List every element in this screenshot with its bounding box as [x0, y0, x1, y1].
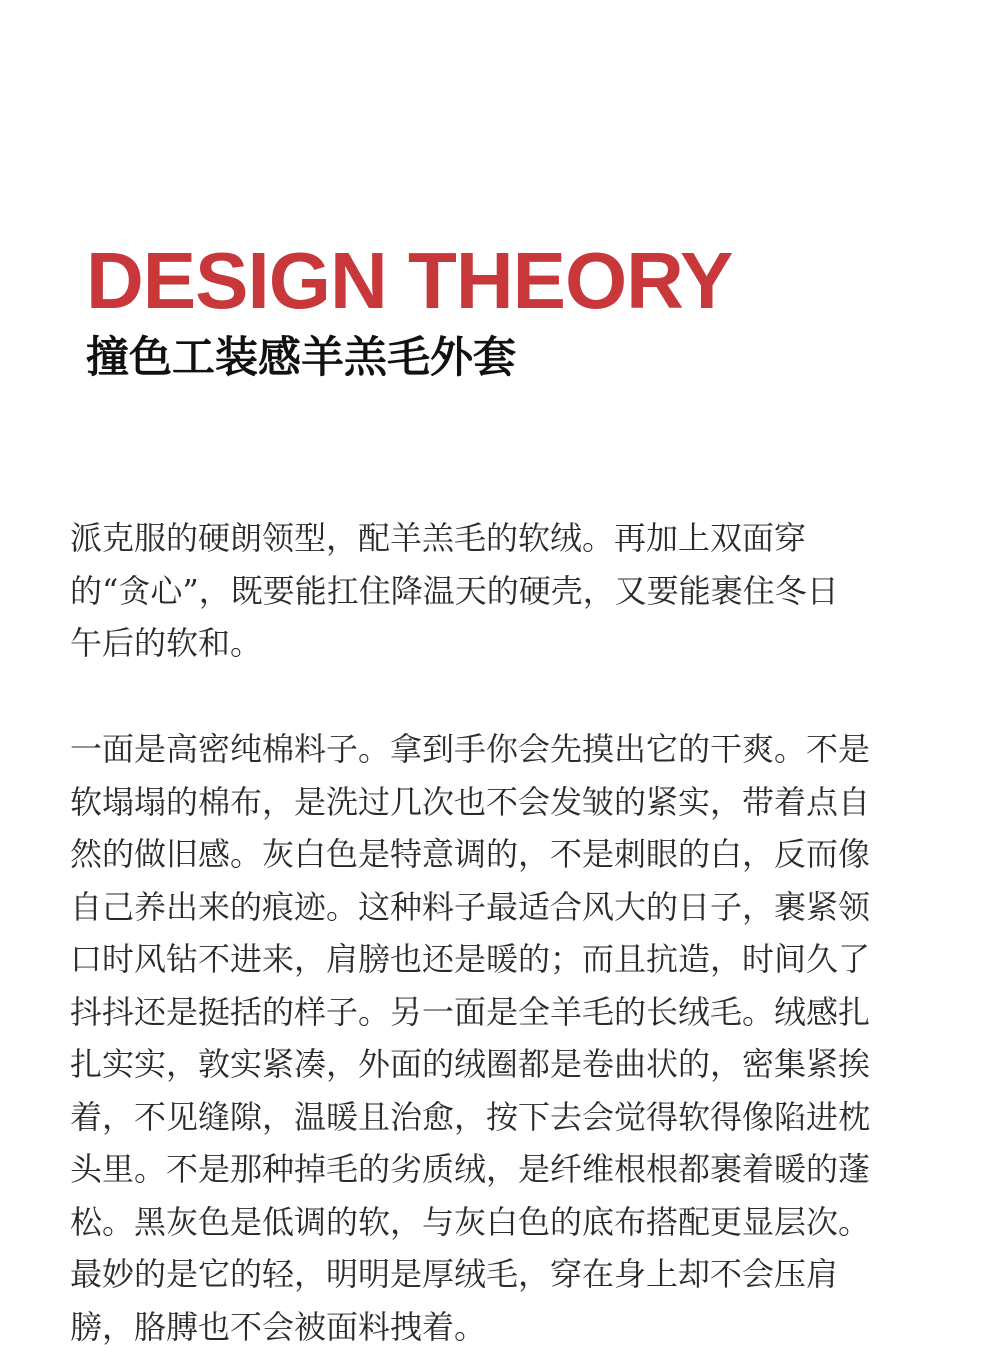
- paragraph-line: 派克服的硬朗领型，配羊羔毛的软绒。再加上双面穿: [70, 519, 807, 557]
- paragraph-line: 自己养出来的痕迹。这种料子最适合风大的日子，裹紧领: [70, 887, 871, 926]
- paragraph-line: 一面是高密纯棉料子。拿到手你会先摸出它的干爽。不是: [70, 730, 871, 768]
- paragraph-line: 然的做旧感。灰白色是特意调的，不是刺眼的白，反而像: [70, 835, 871, 873]
- paragraph-line: 扎实实，敦实紧凑，外面的绒圈都是卷曲状的，密集紧挨: [70, 1045, 871, 1083]
- paragraph-line: 着，不见缝隙，温暖且治愈，按下去会觉得软得像陷进枕: [70, 1097, 871, 1136]
- paragraph-line: 的“贪心”，既要能扛住降温天的硬壳，又要能裹住冬日: [70, 571, 839, 610]
- paragraph-fabric-details: [70, 723, 930, 1353]
- paragraph-line: 松。黑灰色是低调的软，与灰白色的底布搭配更显层次。: [70, 1202, 871, 1241]
- paragraph-line: 最妙的是它的轻，明明是厚绒毛，穿在身上却不会压肩: [70, 1255, 839, 1293]
- paragraph-line: 膀，胳膊也不会被面料拽着。: [70, 1307, 487, 1346]
- page-subtitle: 撞色工装感羊羔毛外套: [86, 333, 516, 383]
- paragraph-line: 头里。不是那种掉毛的劣质绒，是纤维根根都裹着暖的蓬: [70, 1150, 871, 1188]
- paragraph-line: 软塌塌的棉布，是洗过几次也不会发皱的紧实，带着点自: [70, 782, 871, 821]
- paragraph-line: 抖抖还是挺括的样子。另一面是全羊毛的长绒毛。绒感扎: [70, 992, 871, 1031]
- paragraph-line: 口时风钻不进来，肩膀也还是暖的；而且抗造，时间久了: [70, 940, 871, 978]
- page-title: DESIGN THEORY: [86, 236, 733, 325]
- paragraph-intro: [70, 512, 930, 670]
- paragraph-line: 午后的软和。: [70, 624, 263, 662]
